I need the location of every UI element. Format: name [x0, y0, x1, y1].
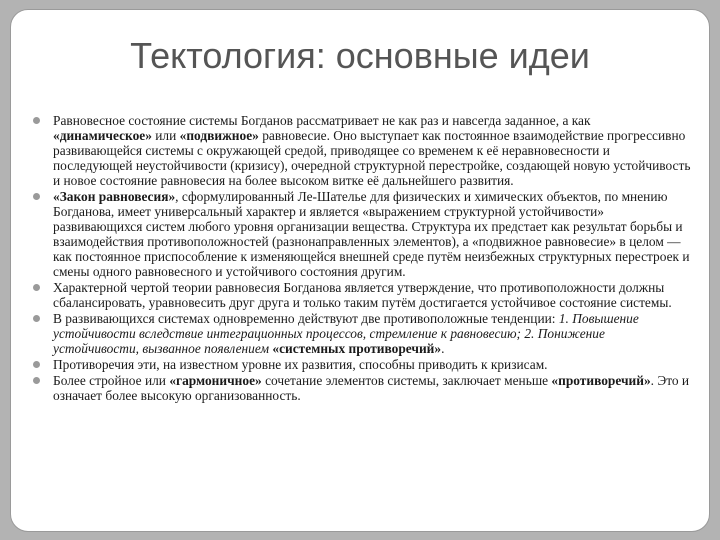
bullet-icon	[33, 377, 40, 384]
bullet-icon	[33, 193, 40, 200]
list-item: Более стройное или «гармоничное» сочетание элементов системы, заключает меньше «противоречий». Это и означает более высокую организованность.	[41, 373, 691, 403]
slide	[10, 9, 710, 532]
bullet-icon	[33, 361, 40, 368]
bullet-icon	[33, 315, 40, 322]
bullet-icon	[33, 117, 40, 124]
list-item: В развивающихся системах одновременно действуют две противоположные тенденции: 1. Повышение устойчивости вследствие интеграционных процессов, стремление к равновесию; 2. Понижение устойчивости, вызванное появлением «системных противоречий».	[41, 311, 691, 356]
list-item: «Закон равновесия», сформулированный Ле-Шательe для физических и химических объектов, по мнению Богданова, имеет универсальный характер и является «выражением структурной устойчивости» развивающихся систем любого уровня организации вещества. Структура их предстает как результат борьбы и взаимодействия противоположностей (разнонаправленных элементов), а «подвижное равновесие» в целом — как постоянное приспособление к изменяющейся внешней среде путём неизбежных структурных перестроек и смены одного равновесного и устойчивого состояния другим.	[41, 189, 691, 279]
list-item: Характерной чертой теории равновесия Богданова является утверждение, что противоположности должны сбалансировать, уравновесить друг друга и только таким путём достигается устойчивое состояние системы.	[41, 280, 691, 310]
bullet-list	[41, 113, 691, 403]
bullet-icon	[33, 284, 40, 291]
slide-title: Тектология: основные идеи	[130, 35, 590, 76]
list-item: Противоречия эти, на известном уровне их развития, способны приводить к кризисам.	[41, 357, 691, 372]
list-item: Равновесное состояние системы Богданов рассматривает не как раз и навсегда заданное, а как «динамическое» или «подвижное» равновесие. Оно выступает как постоянное взаимодействие прогрессивно развивающейся системы с окружающей средой, приводящее со временем к её неравновесности и последующей неустойчивости (кризису), очередной структурной перестройке, создающей новую устойчивость и новое состояние равновесия на более высоком витке её дальнейшего развития.	[41, 113, 691, 188]
